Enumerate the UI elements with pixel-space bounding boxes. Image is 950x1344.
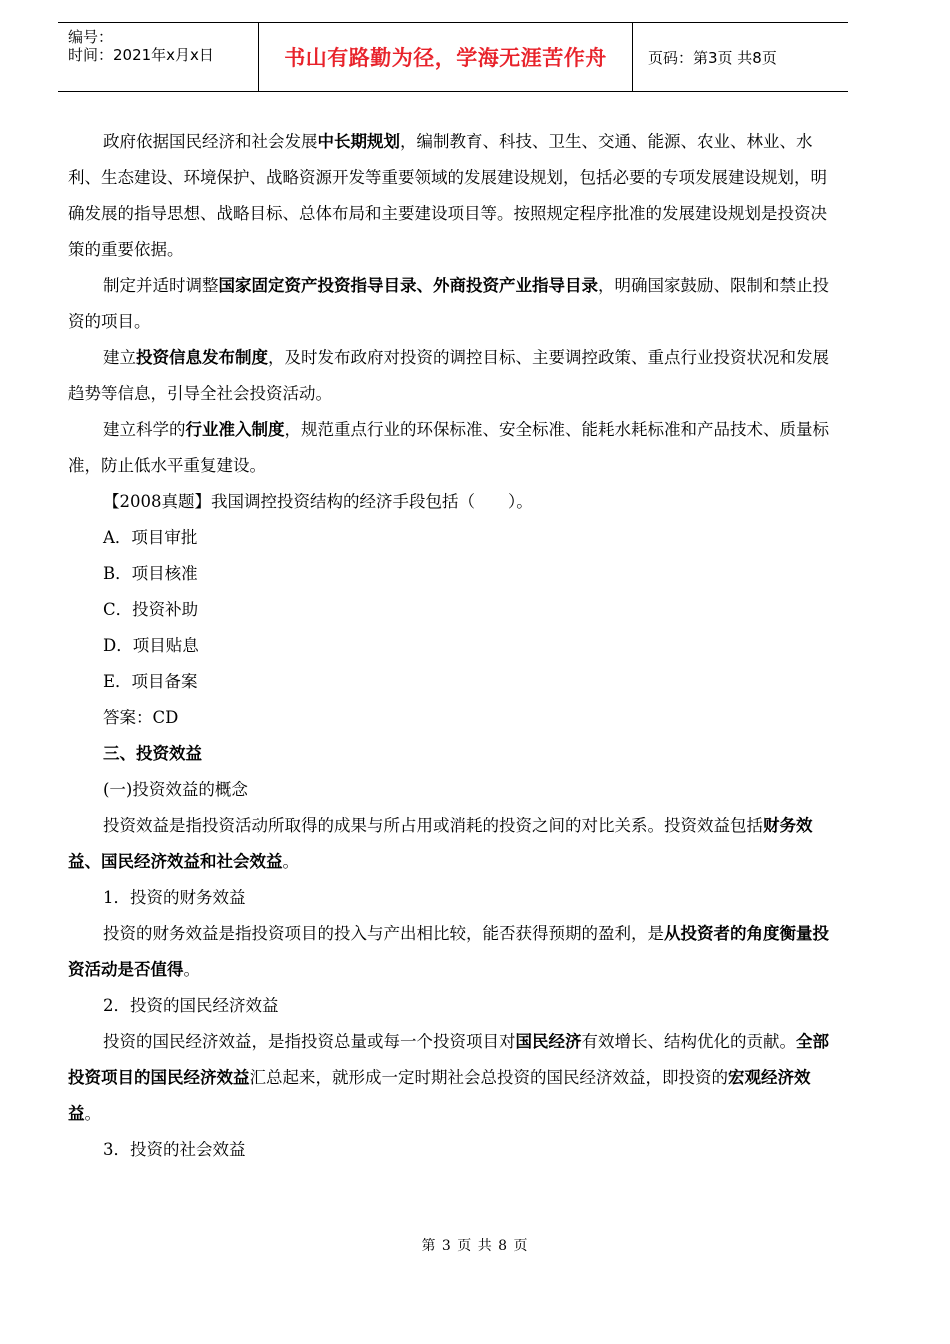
paragraph-access bbox=[68, 412, 838, 484]
document-body bbox=[68, 124, 838, 1168]
paragraph-planning bbox=[68, 124, 838, 268]
question-title: 【2008真题】我国调控投资结构的经济手段包括（ ）。 bbox=[103, 492, 533, 511]
text-span: 有效增长、结构优化的贡献。 bbox=[581, 1032, 796, 1051]
header-motto: 书山有路勤为径，学海无涯苦作舟 bbox=[259, 23, 633, 91]
paragraph-catalog bbox=[68, 268, 838, 340]
bold-term: 国民经济 bbox=[515, 1032, 582, 1051]
header-page-number bbox=[640, 23, 848, 91]
heading-national-economic: 2．投资的国民经济效益 bbox=[103, 996, 279, 1015]
text-span: 汇总起来，就形成一定时期社会总投资的国民经济效益，即投资的 bbox=[249, 1068, 728, 1087]
option-b: B．项目核准 bbox=[103, 564, 198, 583]
text-span: ，规范重点行业的环保标准、安全标准、能耗水耗标准和产品技术、质量标准，防止低水平重复建设。 bbox=[68, 420, 829, 475]
text-span: ，编制教育、科技、卫生、交通、能源、农业、林业、水利、生态建设、环境保护、战略资源开发等重要领域的发展建设规划，包括必要的专项发展建设规划，明确发展的指导思想、战略目标、总体布局和主要建设项目等。按照规定程序批准的发展建设规划是投资决策的重要依据。 bbox=[68, 132, 827, 259]
paragraph-financial bbox=[68, 916, 838, 988]
subsection-heading: (一)投资效益的概念 bbox=[103, 780, 248, 799]
header-meta-cell bbox=[58, 23, 259, 91]
heading-financial: 1．投资的财务效益 bbox=[103, 888, 246, 907]
bold-term: 行业准入制度 bbox=[185, 420, 285, 439]
text-span: 。 bbox=[282, 852, 299, 871]
header-page-label: 页码：第3页 共8页 bbox=[648, 48, 777, 67]
page-footer: 第 3 页 共 8 页 bbox=[421, 1238, 529, 1254]
text-span: 建立 bbox=[103, 348, 136, 367]
serial-number-label: 编号： bbox=[68, 28, 114, 46]
option-d: D．项目贴息 bbox=[103, 636, 199, 655]
paragraph-benefit-definition bbox=[68, 808, 838, 880]
bold-term: 国家固定资产投资指导目录、外商投资产业指导目录 bbox=[218, 276, 598, 295]
section-heading: 三、投资效益 bbox=[103, 744, 202, 763]
option-a: A．项目审批 bbox=[103, 528, 198, 547]
option-e: E．项目备案 bbox=[103, 672, 198, 691]
text-span: 投资的财务效益是指投资项目的投入与产出相比较，能否获得预期的盈利，是 bbox=[103, 924, 664, 943]
paragraph-national-economic bbox=[68, 1024, 838, 1132]
text-span: 投资的国民经济效益，是指投资总量或每一个投资项目对 bbox=[103, 1032, 516, 1051]
text-span: 制定并适时调整 bbox=[103, 276, 219, 295]
bold-term: 从投资者的角度衡量投资活动是否值得 bbox=[68, 924, 829, 979]
heading-social: 3．投资的社会效益 bbox=[103, 1140, 246, 1159]
option-c: C．投资补助 bbox=[103, 600, 199, 619]
text-span: 。 bbox=[183, 960, 200, 979]
paragraph-info-release bbox=[68, 340, 838, 412]
bold-term: 宏观经济效益 bbox=[68, 1068, 811, 1123]
text-span: 政府依据国民经济和社会发展 bbox=[103, 132, 318, 151]
bold-term: 投资信息发布制度 bbox=[136, 348, 268, 367]
text-span: ，明确国家鼓励、限制和禁止投资的项目。 bbox=[68, 276, 829, 331]
text-span: 建立科学的 bbox=[103, 420, 186, 439]
bold-term: 全部投资项目的国民经济效益 bbox=[68, 1032, 829, 1087]
text-span: ，及时发布政府对投资的调控目标、主要调控政策、重点行业投资状况和发展趋势等信息，引导全社会投资活动。 bbox=[68, 348, 829, 403]
time-label: 时间：2021年x月x日 bbox=[68, 46, 214, 64]
bold-term: 中长期规划 bbox=[317, 132, 400, 151]
page-header bbox=[58, 22, 848, 92]
bold-term: 财务效益、国民经济效益和社会效益 bbox=[68, 816, 813, 871]
text-span: 。 bbox=[84, 1104, 101, 1123]
answer: 答案：CD bbox=[103, 708, 179, 727]
text-span: 投资效益是指投资活动所取得的成果与所占用或消耗的投资之间的对比关系。投资效益包括 bbox=[103, 816, 763, 835]
